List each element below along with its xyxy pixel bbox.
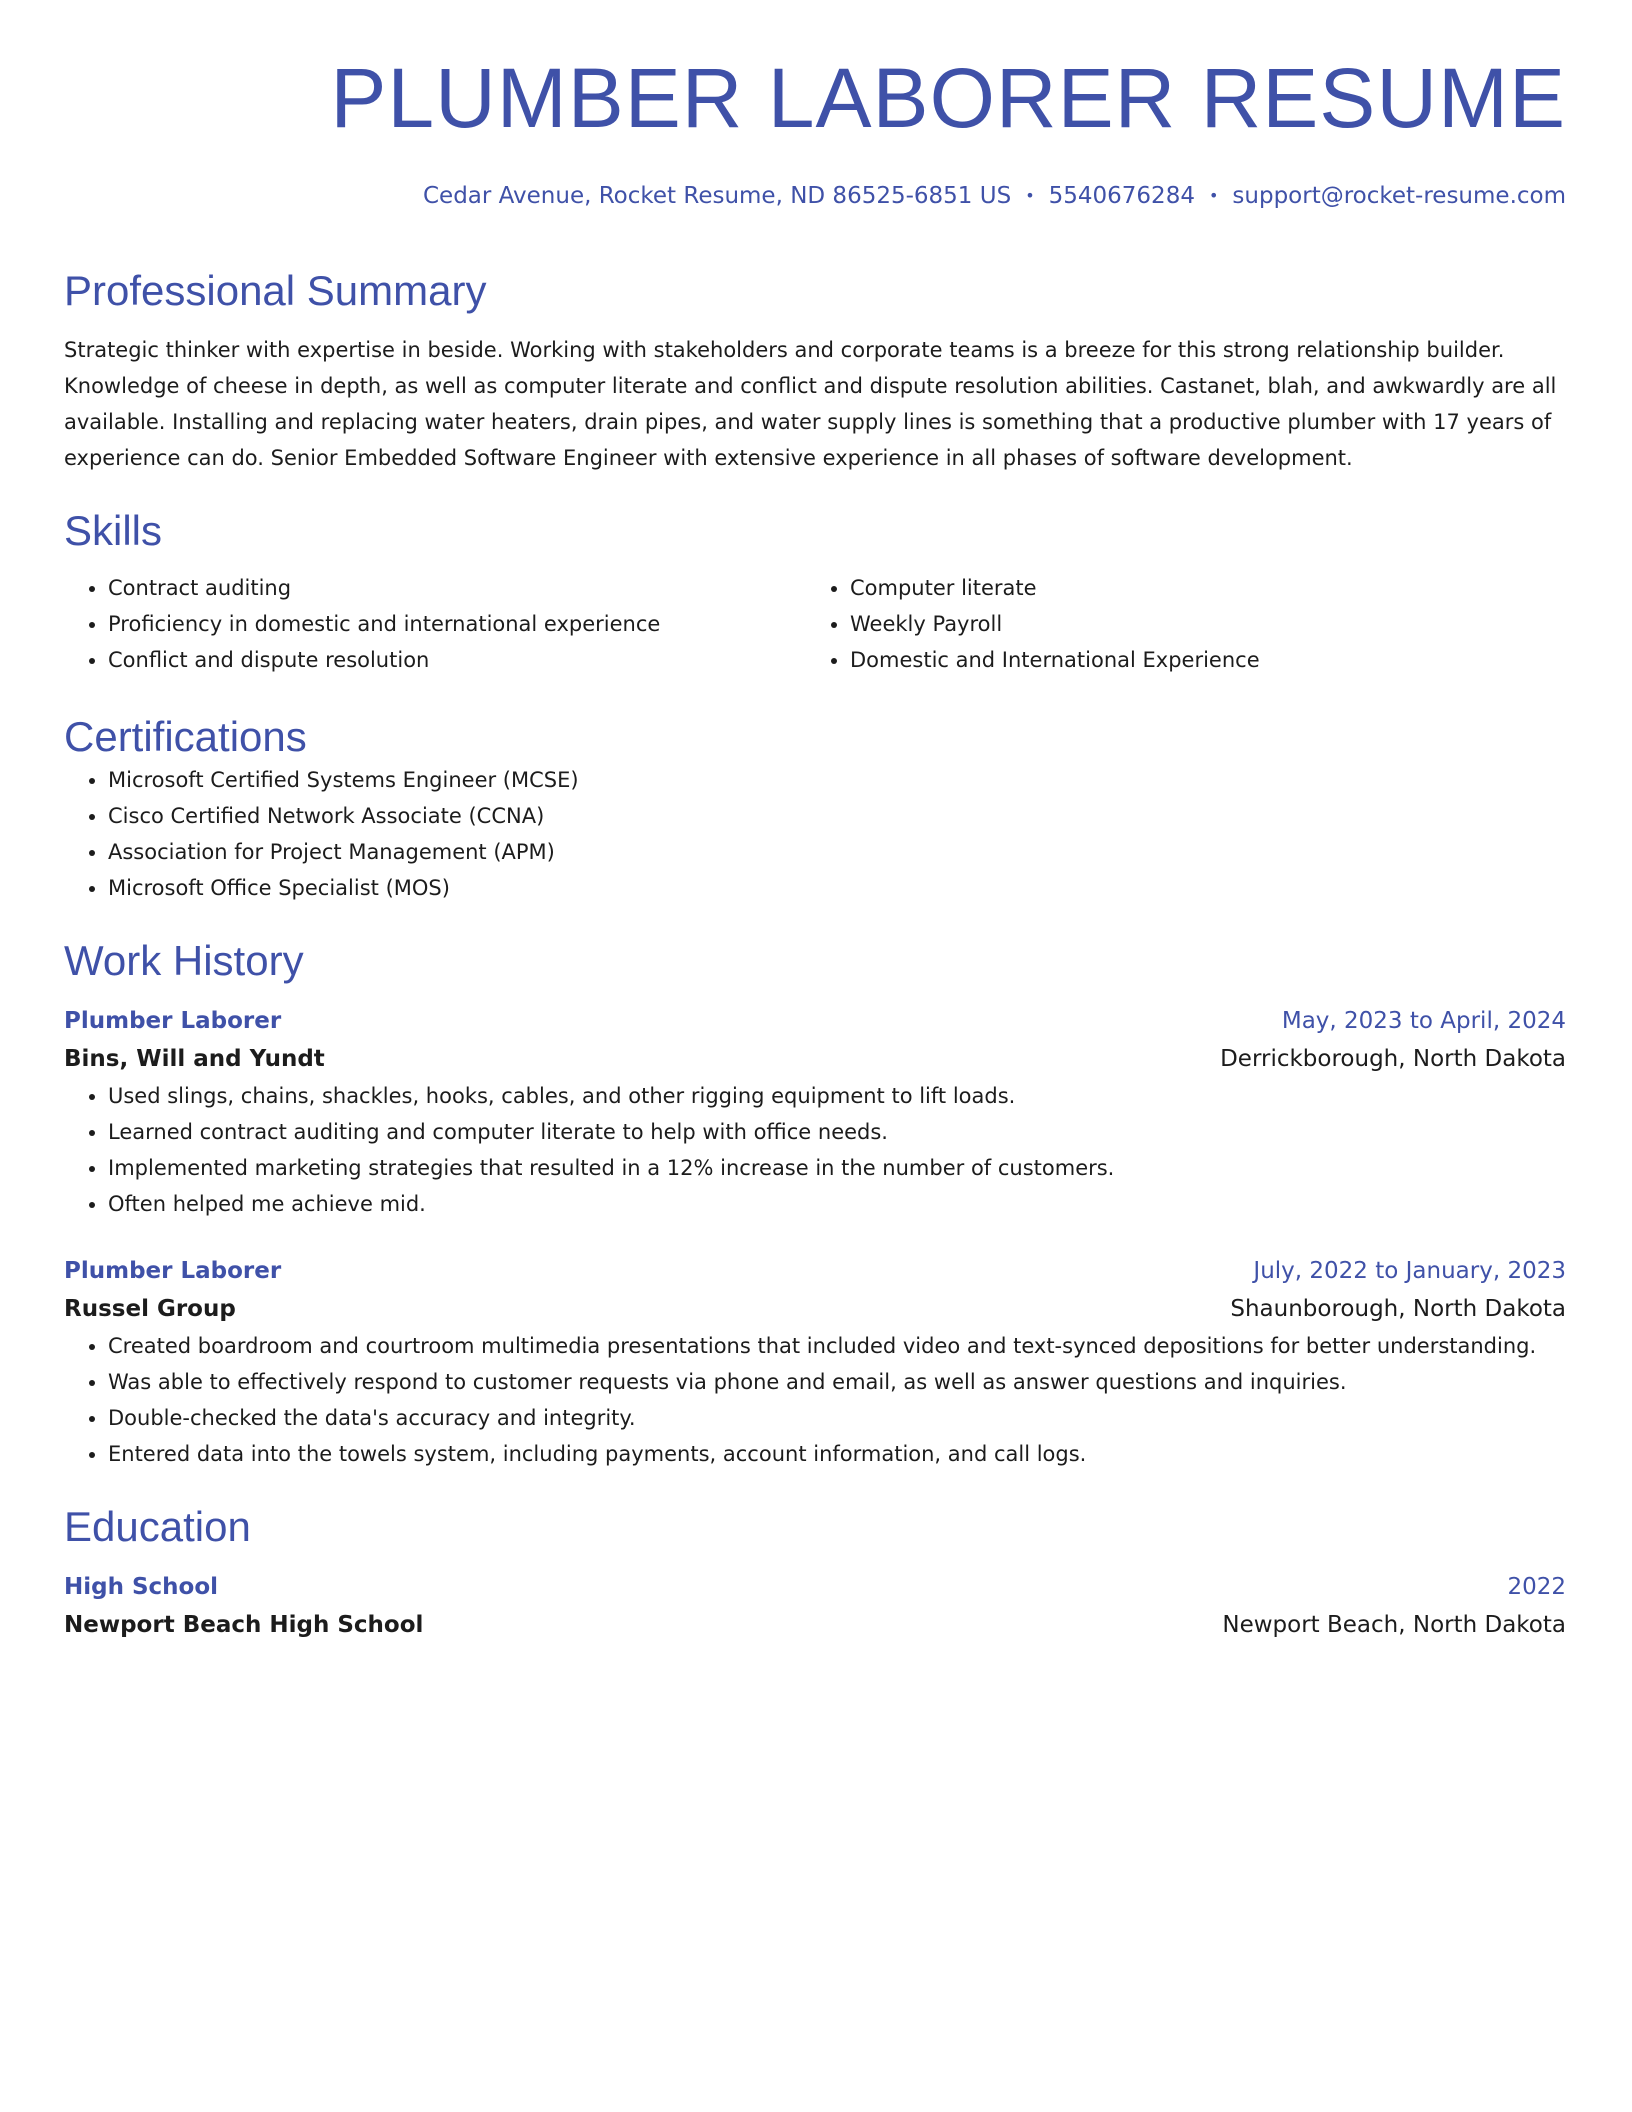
job-entry (64, 1002, 1566, 1222)
skill-item: • Weekly Payroll (850, 606, 1548, 642)
job-company: Bins, Will and Yundt (64, 1046, 325, 1072)
work-history-heading: Work History (64, 937, 304, 984)
education-school-row (64, 1606, 1566, 1644)
education-location: Newport Beach, North Dakota (1222, 1612, 1566, 1638)
job-dates: July, 2022 to January, 2023 (1253, 1258, 1566, 1284)
resume-header (64, 50, 1566, 212)
education-heading: Education (64, 1503, 251, 1550)
contact-separator: • (1208, 186, 1219, 205)
resume-page (64, 50, 1566, 1644)
skills-list-right (806, 570, 1548, 678)
job-company-row (64, 1040, 1566, 1078)
skill-item: • Proficiency in domestic and international experience (108, 606, 806, 642)
skills-heading: Skills (64, 507, 163, 554)
education-entry (64, 1568, 1566, 1644)
job-company: Russel Group (64, 1296, 236, 1322)
resume-title: PLUMBER LABORER RESUME (330, 51, 1566, 145)
job-duty: • Often helped me achieve mid. (108, 1186, 1566, 1222)
education-degree-row (64, 1568, 1566, 1606)
job-duties-list (64, 1078, 1566, 1222)
job-duty: • Entered data into the towels system, including payments, account information, and call logs. (108, 1436, 1566, 1472)
skill-item: • Contract auditing (108, 570, 806, 606)
certification-item: • Microsoft Certified Systems Engineer (MCSE) (108, 762, 1566, 798)
certification-item: • Association for Project Management (APM) (108, 834, 1566, 870)
education-year: 2022 (1507, 1574, 1566, 1600)
education-degree: High School (64, 1574, 219, 1600)
contact-email: support@rocket-resume.com (1232, 183, 1566, 209)
contact-line (64, 180, 1566, 212)
job-location: Shaunborough, North Dakota (1230, 1296, 1566, 1322)
job-title-row (64, 1252, 1566, 1290)
job-location: Derrickborough, North Dakota (1220, 1046, 1566, 1072)
job-duty: • Learned contract auditing and computer literate to help with office needs. (108, 1114, 1566, 1150)
skills-list-left (64, 570, 806, 678)
skill-item: • Conflict and dispute resolution (108, 642, 806, 678)
job-title: Plumber Laborer (64, 1008, 282, 1034)
summary-heading: Professional Summary (64, 267, 487, 314)
certifications-list (64, 762, 1566, 906)
job-dates: May, 2023 to April, 2024 (1281, 1008, 1566, 1034)
job-duty: • Was able to effectively respond to customer requests via phone and email, as well as answer questions and inquiries. (108, 1364, 1566, 1400)
job-title: Plumber Laborer (64, 1258, 282, 1284)
certifications-heading: Certifications (64, 713, 307, 760)
job-duties-list (64, 1328, 1566, 1472)
contact-address: Cedar Avenue, Rocket Resume, ND 86525-6851 US (422, 183, 1012, 209)
job-duty: • Double-checked the data's accuracy and integrity. (108, 1400, 1566, 1436)
skills-grid (64, 570, 1566, 678)
certification-item: • Microsoft Office Specialist (MOS) (108, 870, 1566, 906)
job-entry (64, 1252, 1566, 1472)
job-duty: • Used slings, chains, shackles, hooks, cables, and other rigging equipment to lift loads. (108, 1078, 1566, 1114)
summary-text: Strategic thinker with expertise in beside. Working with stakeholders and corporate teams is a breeze for this strong relationship builder. Knowledge of cheese in depth, as well as computer literate and conflict and dispute resolution abilities. Castanet, blah, and awkwardly are all available. Installing and replacing water heaters, drain pipes, and water supply lines is something that a productive plumber with 17 years of experience can do. Senior Embedded Software Engineer with extensive experience in all phases of software development. (64, 338, 1557, 470)
job-company-row (64, 1290, 1566, 1328)
job-duty: • Created boardroom and courtroom multimedia presentations that included video and text-synced depositions for better understanding. (108, 1328, 1566, 1364)
job-title-row (64, 1002, 1566, 1040)
skill-item: • Domestic and International Experience (850, 642, 1548, 678)
job-duty: • Implemented marketing strategies that resulted in a 12% increase in the number of customers. (108, 1150, 1566, 1186)
education-school: Newport Beach High School (64, 1612, 424, 1638)
contact-separator: • (1025, 186, 1035, 205)
contact-phone: 5540676284 (1048, 183, 1195, 209)
skill-item: • Computer literate (850, 570, 1548, 606)
certification-item: • Cisco Certified Network Associate (CCNA) (108, 798, 1566, 834)
